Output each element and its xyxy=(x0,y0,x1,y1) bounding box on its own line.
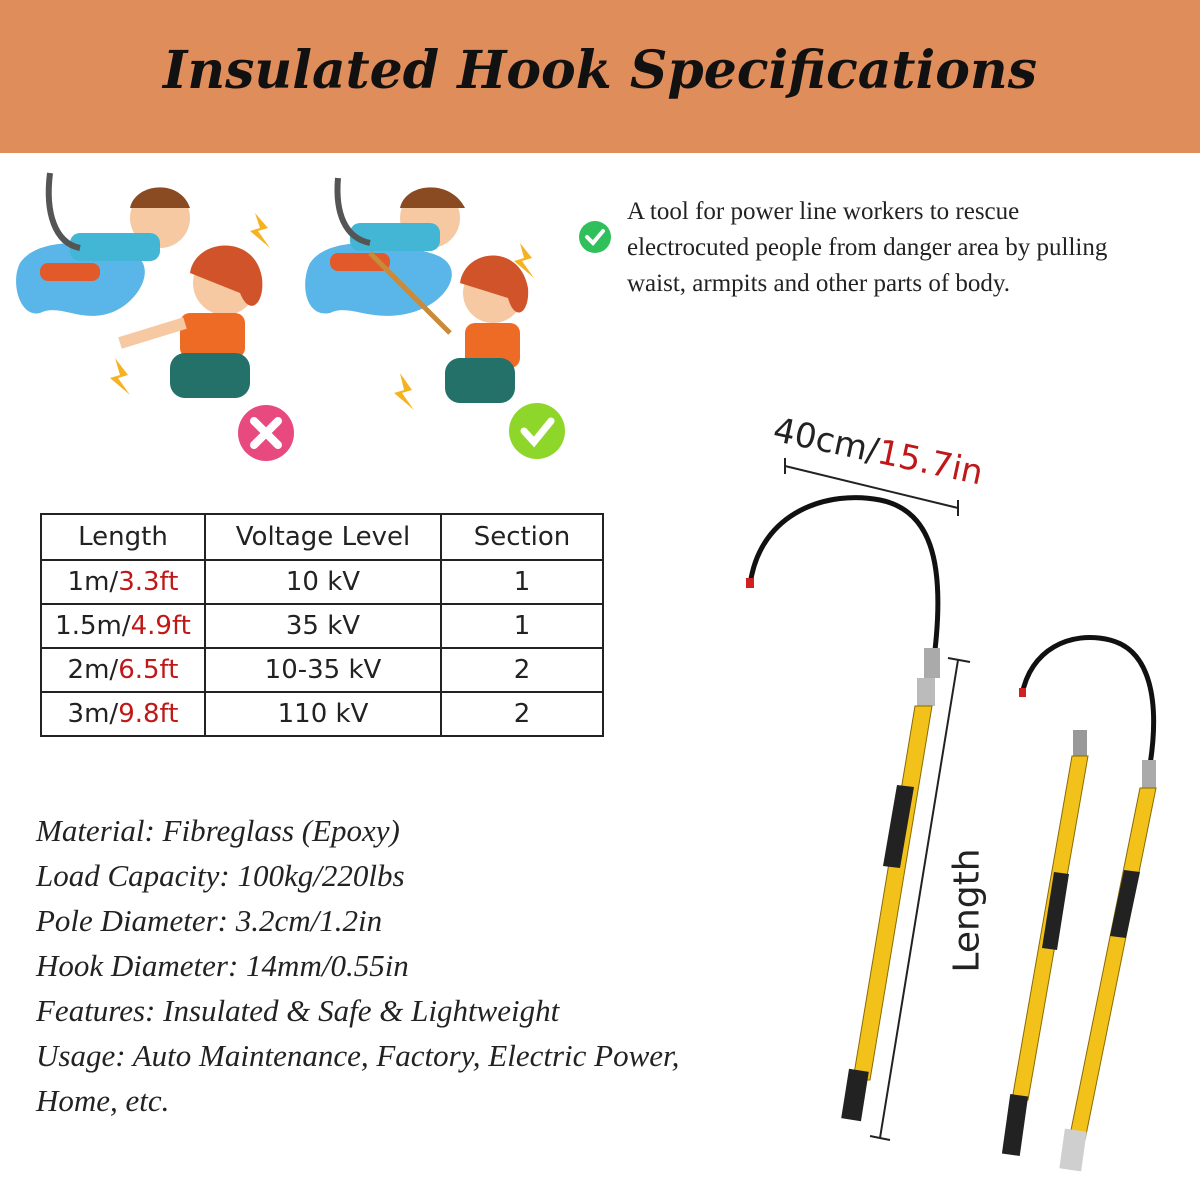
table-row xyxy=(41,648,603,692)
large-hook-pole xyxy=(746,498,940,1122)
property-material: Material: Fibreglass (Epoxy) xyxy=(36,813,400,848)
small-hook-pole xyxy=(1019,637,1156,1171)
cell-length: 1.5m/4.9ft xyxy=(41,604,205,648)
property-features: Features: Insulated & Safe & Lightweight xyxy=(36,993,560,1028)
property-usage-cont: Home, etc. xyxy=(36,1083,170,1118)
hook-width-label: 40cm/15.7in xyxy=(769,410,987,494)
rescue-illustration xyxy=(0,153,570,473)
cell-voltage: 10 kV xyxy=(205,560,441,604)
cell-voltage: 35 kV xyxy=(205,604,441,648)
table-row xyxy=(41,604,603,648)
header-length: Length xyxy=(41,514,205,560)
length-label: Length xyxy=(946,848,988,973)
cell-section: 1 xyxy=(441,560,603,604)
right-scene xyxy=(305,178,534,410)
check-icon xyxy=(578,220,612,254)
table-row xyxy=(41,560,603,604)
property-usage: Usage: Auto Maintenance, Factory, Electric Power, xyxy=(36,1038,680,1073)
cell-length: 2m/6.5ft xyxy=(41,648,205,692)
properties-list xyxy=(36,808,679,1123)
header-banner xyxy=(0,0,1200,153)
table-row xyxy=(41,692,603,736)
cell-section: 2 xyxy=(441,692,603,736)
header-section: Section xyxy=(441,514,603,560)
page-title: Insulated Hook Specifications xyxy=(163,40,1037,101)
description-text: A tool for power line workers to rescue electrocuted people from danger area by pulling waist, armpits and other parts of body. xyxy=(627,198,1108,297)
wrong-scene xyxy=(16,173,270,398)
check-icon xyxy=(509,403,565,459)
hook-diagram xyxy=(700,400,1180,1180)
cell-length: 3m/9.8ft xyxy=(41,692,205,736)
cross-icon xyxy=(238,405,294,461)
cell-section: 2 xyxy=(441,648,603,692)
extension-pole xyxy=(1002,730,1088,1156)
header-voltage: Voltage Level xyxy=(205,514,441,560)
cell-voltage: 10-35 kV xyxy=(205,648,441,692)
spec-table xyxy=(40,513,604,737)
property-load: Load Capacity: 100kg/220lbs xyxy=(36,858,405,893)
table-header-row xyxy=(41,514,603,560)
cell-voltage: 110 kV xyxy=(205,692,441,736)
cell-length: 1m/3.3ft xyxy=(41,560,205,604)
property-pole-diameter: Pole Diameter: 3.2cm/1.2in xyxy=(36,903,383,938)
property-hook-diameter: Hook Diameter: 14mm/0.55in xyxy=(36,948,409,983)
cell-section: 1 xyxy=(441,604,603,648)
